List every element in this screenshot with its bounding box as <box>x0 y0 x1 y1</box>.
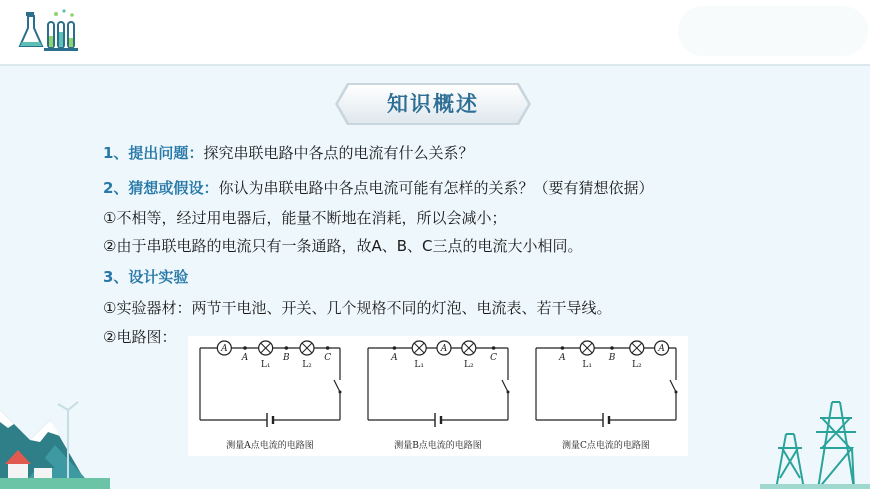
junction-dot <box>492 346 496 350</box>
lamp-label: L₁ <box>414 360 424 370</box>
line-heading: 2、猜想或假设： <box>103 179 219 197</box>
point-label: A <box>391 353 398 363</box>
line-text: ②由于串联电路的电流只有一条通路，故A、B、C三点的电流大小相同。 <box>103 237 583 255</box>
line-text: ①实验器材：两节干电池、开关、几个规格不同的灯泡、电流表、若干导线。 <box>103 299 612 317</box>
junction-dot <box>561 346 565 350</box>
point-label: B <box>608 353 616 363</box>
line-heading: 3、设计实验 <box>103 268 189 286</box>
hypothesis-line <box>103 177 653 198</box>
power-tower-illustration <box>760 398 870 489</box>
lamp-label: L₁ <box>260 360 271 370</box>
equipment-line <box>103 297 611 318</box>
circuit-caption: 测量B点电流的电路图 <box>394 441 482 451</box>
point-label: B <box>283 353 290 363</box>
point-label: A <box>559 353 566 363</box>
line-text: ①不相等，经过用电器后，能量不断地在消耗，所以会减小； <box>103 209 507 227</box>
lamp-label: L₂ <box>632 360 642 370</box>
circuit-caption: 测量A点电流的电路图 <box>226 441 314 451</box>
junction-dot <box>393 346 397 350</box>
line-text: 你认为串联电路中各点电流可能有怎样的关系？（要有猜想依据） <box>218 179 654 197</box>
question-line <box>103 142 473 163</box>
mountain-houses-illustration <box>0 380 110 489</box>
line-heading: 1、提出问题： <box>103 144 204 162</box>
diagram-label <box>103 326 176 347</box>
junction-dot <box>326 346 330 350</box>
section-title: 知识概述 <box>387 92 479 116</box>
junction-dot <box>243 346 247 350</box>
line-text: ②电路图： <box>103 328 177 346</box>
hypothesis-option-2 <box>103 235 582 256</box>
lamp-label: L₂ <box>464 360 474 370</box>
lab-flask-logo-icon <box>12 6 82 56</box>
ammeter-label: A <box>440 344 448 354</box>
line-text: 探究串联电路中各点的电流有什么关系？ <box>203 144 474 162</box>
point-label: C <box>324 353 332 363</box>
circuit-caption: 测量C点电流的电路图 <box>562 441 650 451</box>
point-label: C <box>490 353 498 363</box>
point-label: A <box>241 353 249 363</box>
junction-dot <box>610 346 614 350</box>
header-divider <box>0 64 870 66</box>
design-heading <box>103 266 188 287</box>
header-decoration <box>678 6 868 56</box>
ammeter-label: A <box>221 344 228 354</box>
lamp-label: L₁ <box>582 360 592 370</box>
lamp-label: L₂ <box>302 360 312 370</box>
ammeter-label: A <box>658 344 665 354</box>
hypothesis-option-1 <box>103 207 506 228</box>
circuit-diagrams <box>188 336 688 456</box>
junction-dot <box>285 346 289 350</box>
